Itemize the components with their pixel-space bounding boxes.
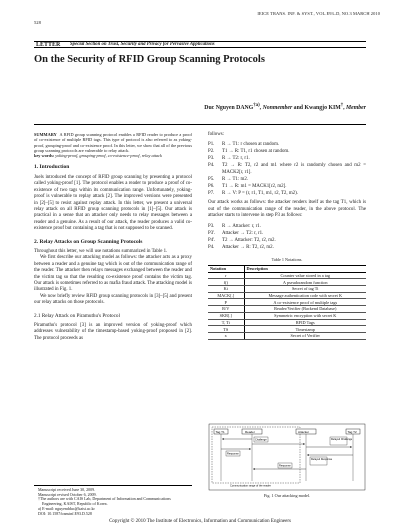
- page-number: 528: [34, 20, 41, 25]
- keywords-head: key words:: [34, 153, 55, 159]
- footnote-received: Manuscript received June 30, 2009.: [38, 487, 96, 492]
- protocol-steps: [208, 141, 366, 197]
- response-label: Response: [279, 464, 291, 468]
- reader-label: Reader: [245, 429, 255, 434]
- tag1-response-label: Response: [227, 452, 239, 456]
- subsection-paragraph: Piramuthu's protocol [3] is an improved version of yoking-proof which addresses vulnerability of the timestamp-based yoking-proof proposed in [2]. The protocol proceeds as: [34, 323, 192, 341]
- attacker-label: Attacker: [298, 429, 310, 434]
- section-heading-relay: 2. Relay Attacks on Group Scanning Protocols: [34, 238, 143, 245]
- abstract-text: A RFID group scanning protocol enables a RFID reader to produce a proof of co-existence of multiple RFID tags. This type of protocol is also referred to as yoking-proof, grouping-proof and co-existence proof. In this letter, we show that all of the previous group scanning protocols are vulnerable to relay attack.: [34, 132, 192, 153]
- right-column: [208, 132, 366, 340]
- footnote-doi: DOI: 10.1587/transinf.E93.D.528: [38, 510, 92, 516]
- relay-paragraph-2: We first describe our attacking model as follows: the attacker acts as a proxy between a reader and a genuine tag which is out of the communication range of the reader. The attacker then relays messages exchanged between the reader and the victim tag so that the resulting co-existence proof contains the victim tag. Our attack is sometimes referred to as mafia fraud attack. The attacking model is illustrated in Fig. 1.: [34, 255, 192, 293]
- table-header-row: [208, 266, 366, 273]
- range-box: [212, 427, 300, 483]
- response-arrowhead: [253, 468, 255, 470]
- attack-step: P4. Attacker → R: T2, r2, m2.: [208, 244, 274, 250]
- relay-paragraph-3: We now briefly review RFID group scanning protocols in [3]–[5] and present our relay attacks on those protocols.: [34, 293, 192, 306]
- left-column: [34, 132, 192, 342]
- relayed-response-arrowhead: [307, 454, 309, 456]
- abstract-head: SUMMARY: [34, 132, 57, 137]
- table-row: Ki Secret of tag Ti: [208, 286, 366, 293]
- table-row: SKR[.] Symmetric encryption with secret K: [208, 312, 366, 319]
- protocol-step: P4. T2 → R: T2, r2 and m1 where r2 is randomly chosen and m2 = MACK2[r, r1].: [208, 163, 366, 176]
- section-heading-introduction: 1. Introduction: [34, 164, 70, 171]
- table-row: x Secret of Verifier: [208, 332, 366, 339]
- tag1-label: Tag T1: [215, 429, 225, 434]
- table-row: P A co-existence proof of multiple tags: [208, 299, 366, 306]
- author-line: Duc Nguyen DANG$^{\dagger a)}$, Nonmember and Kwangjo KIM†, Member: [204, 103, 366, 111]
- challenge-label: Challenge: [255, 438, 267, 442]
- author-1-name: Duc Nguyen DANG: [204, 104, 254, 111]
- table-row: TS Timestamp: [208, 326, 366, 333]
- table-row: R/V Reader/Verifier (Backend Database): [208, 306, 366, 313]
- author-1-role: Nonmember: [262, 104, 293, 111]
- footnotes: [34, 485, 192, 516]
- special-section-label: Special Section on Trust, Security and Privacy for Pervasive Applications: [70, 41, 215, 47]
- footnote-affiliation: †The authors are with CAIS Lab, Department of Information and Communications Engineering, KAIST, Republic of Korea.: [38, 496, 171, 507]
- protocol-step: P6. T1 → R: m1 = MACK1[r2, m2].: [208, 184, 287, 190]
- abstract: [34, 132, 192, 158]
- footnote-email: a) E-mail: nguyendduc@kaist.ac.kr: [38, 505, 95, 511]
- tag2-label: Tag T2: [347, 429, 357, 434]
- letter-label: LETTER: [36, 41, 61, 48]
- notation-table: [208, 265, 366, 340]
- copyright-line: Copyright © 2010 The Institute of Electronics, Information and Communication Engineers: [109, 519, 291, 524]
- author-rule: [34, 124, 366, 125]
- author-1-marks: †a): [253, 103, 260, 108]
- figure-caption: Fig. 1 Our attacking model.: [263, 493, 311, 498]
- figure-frame: [209, 424, 365, 490]
- protocol-step: P3. R → T2: r, r1.: [208, 156, 250, 162]
- keywords-text: yoking-proof, grouping-proof, co-existence-proof, relay attack: [55, 153, 162, 159]
- footnote-revised: Manuscript revised October 6, 2009.: [38, 491, 97, 497]
- protocol-step: P5. R → T1: m2.: [208, 177, 248, 183]
- attack-intro: Our attack works as follows: the attacker renders itself as the tag T1, which is out of the communication range of the reader, in the above protocol. The attacker starts to intervene in step P3 as follows:: [208, 200, 366, 219]
- journal-header: IEICE TRANS. INF. & SYST., VOL.E93–D, NO.3 MARCH 2010: [257, 11, 380, 16]
- table-header-notation: Notation: [208, 266, 244, 273]
- relayed-challenge-arrowhead: [350, 446, 352, 448]
- table-caption: Table 1 Notations.: [271, 256, 303, 262]
- reader-tag1-arrowhead: [222, 438, 224, 440]
- attack-step: P3. R → Attacker: r, r1.: [208, 223, 261, 229]
- range-label: Communication range of the reader: [230, 484, 271, 488]
- table-row: f() A pseudorandom function: [208, 279, 366, 286]
- subsection-heading: 2.1 Relay Attack on Piramuthu's Protocol: [34, 312, 120, 319]
- attacking-model-figure: [208, 423, 366, 491]
- author-2-role: Member: [346, 104, 366, 111]
- author-2-marks: †: [340, 103, 344, 108]
- table-row: r Counter value stored in a tag: [208, 272, 366, 279]
- relayed-challenge-label: Relayed Challenge: [331, 438, 353, 441]
- tag1-reader-arrowhead: [249, 448, 251, 450]
- intro-paragraph: Juels introduced the concept of RFID group scanning by presenting a protocol called yoking-proof [1]. The protocol enables a reader to produce a proof of co-existence of two tags within its communication range. Unfortunately, yoking-proof is vulnerable to replay attack [2]. The improved versions were presented in [2]–[5] to resist against replay attack. In this letter, we present a universal relay attack on all RFID group scanning protocols in [1]–[5]. Our attack is practical in a sense that an attacker only needs to relay messages between a reader and a genuine. As a result of our attack, the reader produces a valid co-existence proof but containing a tag that is not supposed to be scanned.: [34, 174, 192, 232]
- protocol-step: P1. R → T1: r chosen at random.: [208, 142, 280, 148]
- protocol-step: P7. R → V: P = (r, r1, T1, m1, r2, T2, m2).: [208, 191, 298, 197]
- challenge-arrowhead: [303, 443, 305, 445]
- attack-step: P4'. T2 → Attacker: T2, r2, m2.: [208, 237, 276, 243]
- follows-text: follows:: [208, 132, 225, 137]
- protocol-step: P2. T1 → R: T1, r1 chosen at random.: [208, 149, 290, 155]
- attack-steps: [208, 223, 366, 251]
- table-row: MACK[.] Message authentication code with secret K: [208, 292, 366, 299]
- attack-step: P3'. Attacker → T2: r, r1.: [208, 230, 264, 236]
- paper-title: On the Security of RFID Group Scanning Protocols: [34, 54, 265, 65]
- table-header-description: Description: [244, 266, 366, 273]
- table-row: T, Ti RFID Tags: [208, 319, 366, 326]
- author-2-name: and Kwangjo KIM: [293, 104, 341, 111]
- relayed-response-label: Relayed Response: [311, 458, 333, 461]
- relay-paragraph-1: Throughout this letter, we will use notations summarized in Table 1.: [34, 248, 168, 254]
